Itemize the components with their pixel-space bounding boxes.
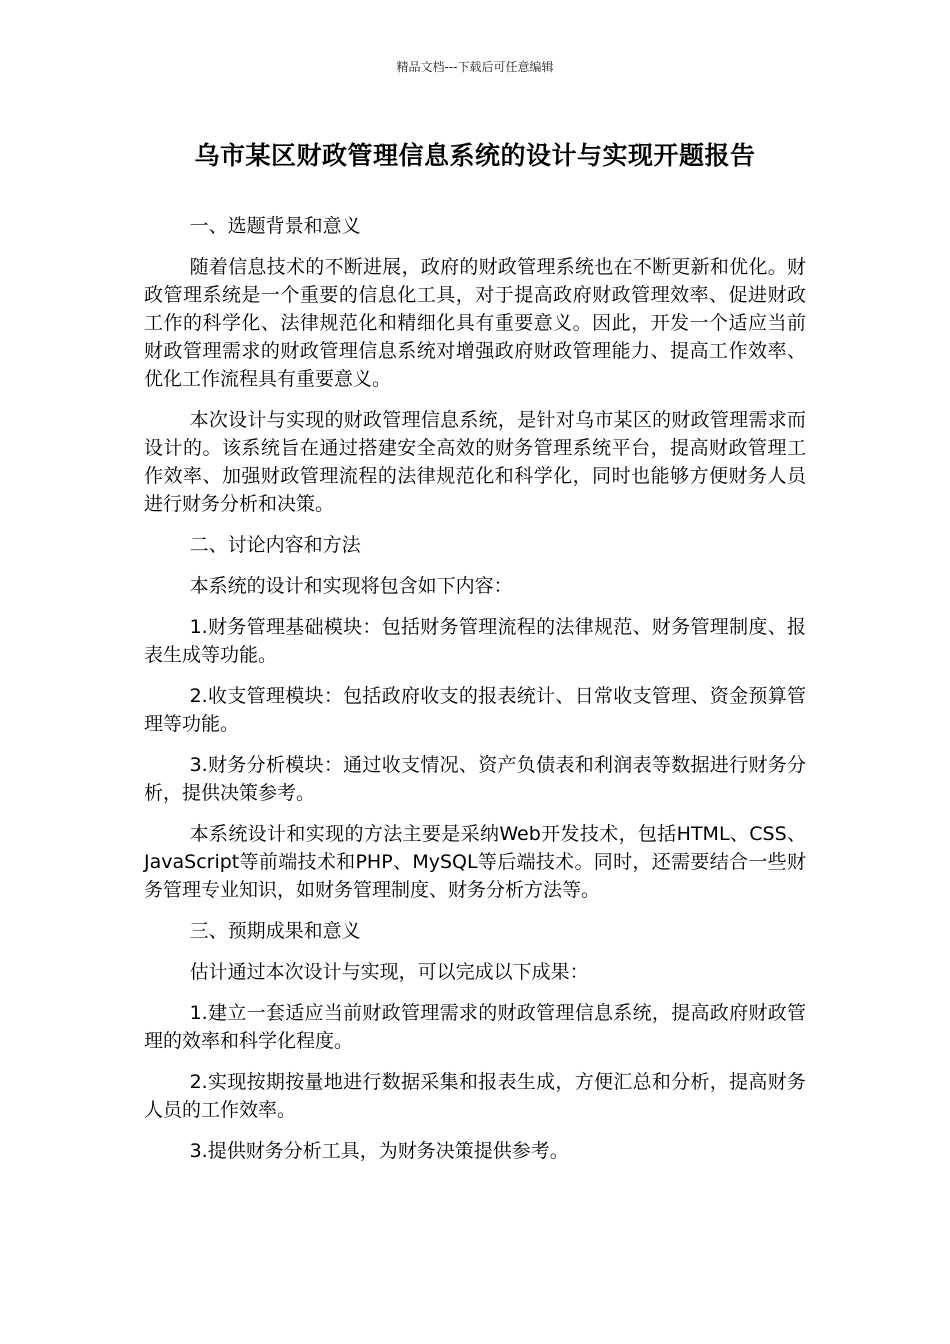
paragraph: 随着信息技术的不断进展，政府的财政管理系统也在不断更新和优化。财政管理系统是一个重要的信息化工具，对于提高政府财政管理效率、促进财政工作的科学化、法律规范化和精细化具有重要意义。因此，开发一个适应当前财政管理需求的财政管理信息系统对增强政府财政管理能力、提高工作效率、优化工作流程具有重要意义。: [144, 256, 806, 390]
paragraph: 本系统设计和实现的方法主要是采纳Web开发技术，包括HTML、CSS、JavaScript等前端技术和PHP、MySQL等后端技术。同时，还需要结合一些财务管理专业知识，如财务管理制度、财务分析方法等。: [144, 823, 806, 901]
list-item: 1.建立一套适应当前财政管理需求的财政管理信息系统，提高政府财政管理的效率和科学化程度。: [144, 1002, 806, 1052]
list-item: 2.实现按期按量地进行数据采集和报表生成，方便汇总和分析，提高财务人员的工作效率。: [144, 1071, 806, 1121]
page-header-note: 精品文档---下载后可任意编辑: [396, 60, 554, 74]
paragraph: 本系统的设计和实现将包含如下内容：: [189, 575, 513, 597]
list-item: 3.财务分析模块：通过收支情况、资产负债表和利润表等数据进行财务分析，提供决策参考。: [144, 754, 806, 804]
section-heading-1: 一、选题背景和意义: [189, 215, 361, 237]
paragraph: 估计通过本次设计与实现，可以完成以下成果：: [189, 961, 589, 983]
document-title: 乌市某区财政管理信息系统的设计与实现开题报告: [194, 141, 756, 170]
paragraph: 本次设计与实现的财政管理信息系统，是针对乌市某区的财政管理需求而设计的。该系统旨在通过搭建安全高效的财务管理系统平台，提高财政管理工作效率、加强财政管理流程的法律规范化和科学化，同时也能够方便财务人员进行财务分析和决策。: [144, 409, 806, 515]
list-item: 2.收支管理模块：包括政府收支的报表统计、日常收支管理、资金预算管理等功能。: [144, 685, 806, 735]
list-item: 1.财务管理基础模块：包括财务管理流程的法律规范、财务管理制度、报表生成等功能。: [144, 616, 806, 666]
list-item: 3.提供财务分析工具，为财务决策提供参考。: [189, 1140, 569, 1162]
section-heading-2: 二、讨论内容和方法: [189, 534, 361, 556]
document-body: [144, 212, 806, 1178]
section-heading-3: 三、预期成果和意义: [189, 920, 361, 942]
